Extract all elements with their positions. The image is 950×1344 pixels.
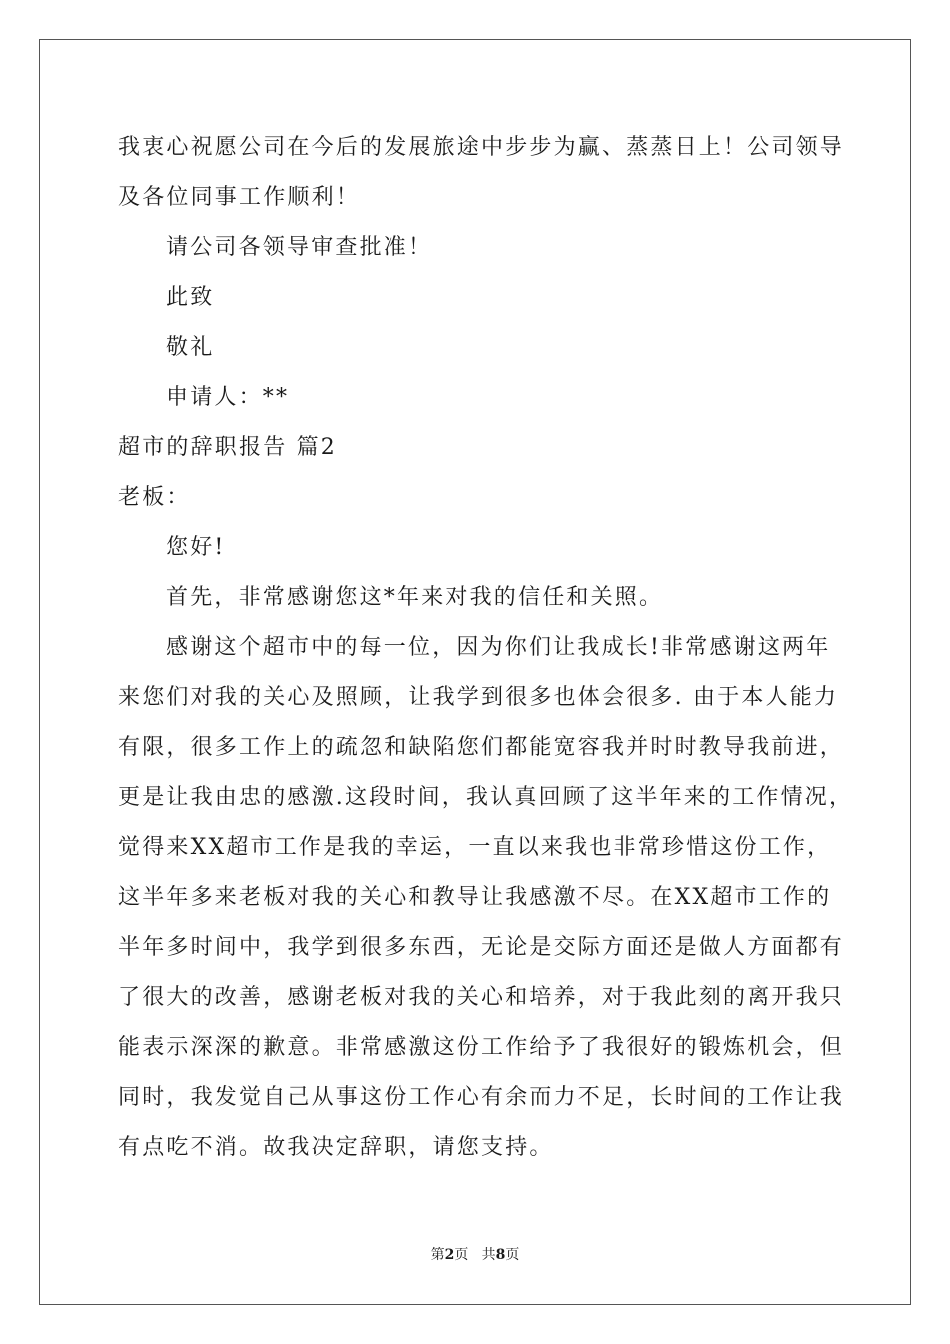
paragraph-line-7: 半年多时间中，我学到很多东西，无论是交际方面还是做人方面都有 [118, 935, 845, 960]
paragraph-line-3: 有限，很多工作上的疏忽和缺陷您们都能宽容我并时时教导我前进， [118, 735, 845, 760]
closing-cizhi: 此致 [166, 285, 215, 310]
paragraph-line-11: 有点吃不消。故我决定辞职，请您支持。 [118, 1135, 554, 1160]
paragraph-line-6: 这半年多来老板对我的关心和教导让我感激不尽。在XX超市工作的 [118, 885, 832, 910]
page-border [39, 39, 911, 1305]
paragraph-line-5: 觉得来XX超市工作是我的幸运，一直以来我也非常珍惜这份工作， [118, 835, 832, 860]
section-heading: 超市的辞职报告 篇2 [118, 435, 337, 460]
paragraph-thanks: 首先，非常感谢您这*年来对我的信任和关照。 [166, 585, 664, 610]
applicant-signature: 申请人：** [166, 385, 290, 410]
page-number-footer [0, 1246, 950, 1264]
body-line-1: 我衷心祝愿公司在今后的发展旅途中步步为赢、蒸蒸日上！公司领导 [118, 135, 845, 160]
current-page-number: 2 [444, 1247, 455, 1263]
footer-total-prefix: 共 [481, 1247, 496, 1263]
total-page-count: 8 [495, 1247, 506, 1263]
footer-page-suffix: 页 [454, 1247, 469, 1263]
paragraph-line-4: 更是让我由忠的感激.这段时间，我认真回顾了这半年来的工作情况， [118, 785, 854, 810]
body-line-2: 及各位同事工作顺利！ [118, 185, 361, 210]
paragraph-line-8: 了很大的改善，感谢老板对我的关心和培养，对于我此刻的离开我只 [118, 985, 845, 1010]
salutation: 老板： [118, 485, 191, 510]
footer-prefix: 第 [430, 1247, 445, 1263]
paragraph-line-9: 能表示深深的歉意。非常感激这份工作给予了我很好的锻炼机会，但 [118, 1035, 845, 1060]
footer-total-suffix: 页 [505, 1247, 520, 1263]
paragraph-line-10: 同时，我发觉自己从事这份工作心有余而力不足，长时间的工作让我 [118, 1085, 845, 1110]
approval-request: 请公司各领导审查批准！ [166, 235, 433, 260]
paragraph-line-1: 感谢这个超市中的每一位，因为你们让我成长!非常感谢这两年 [166, 635, 831, 660]
closing-jingli: 敬礼 [166, 335, 215, 360]
paragraph-line-2: 来您们对我的关心及照顾，让我学到很多也体会很多. 由于本人能力 [118, 685, 839, 710]
greeting: 您好! [166, 535, 226, 560]
